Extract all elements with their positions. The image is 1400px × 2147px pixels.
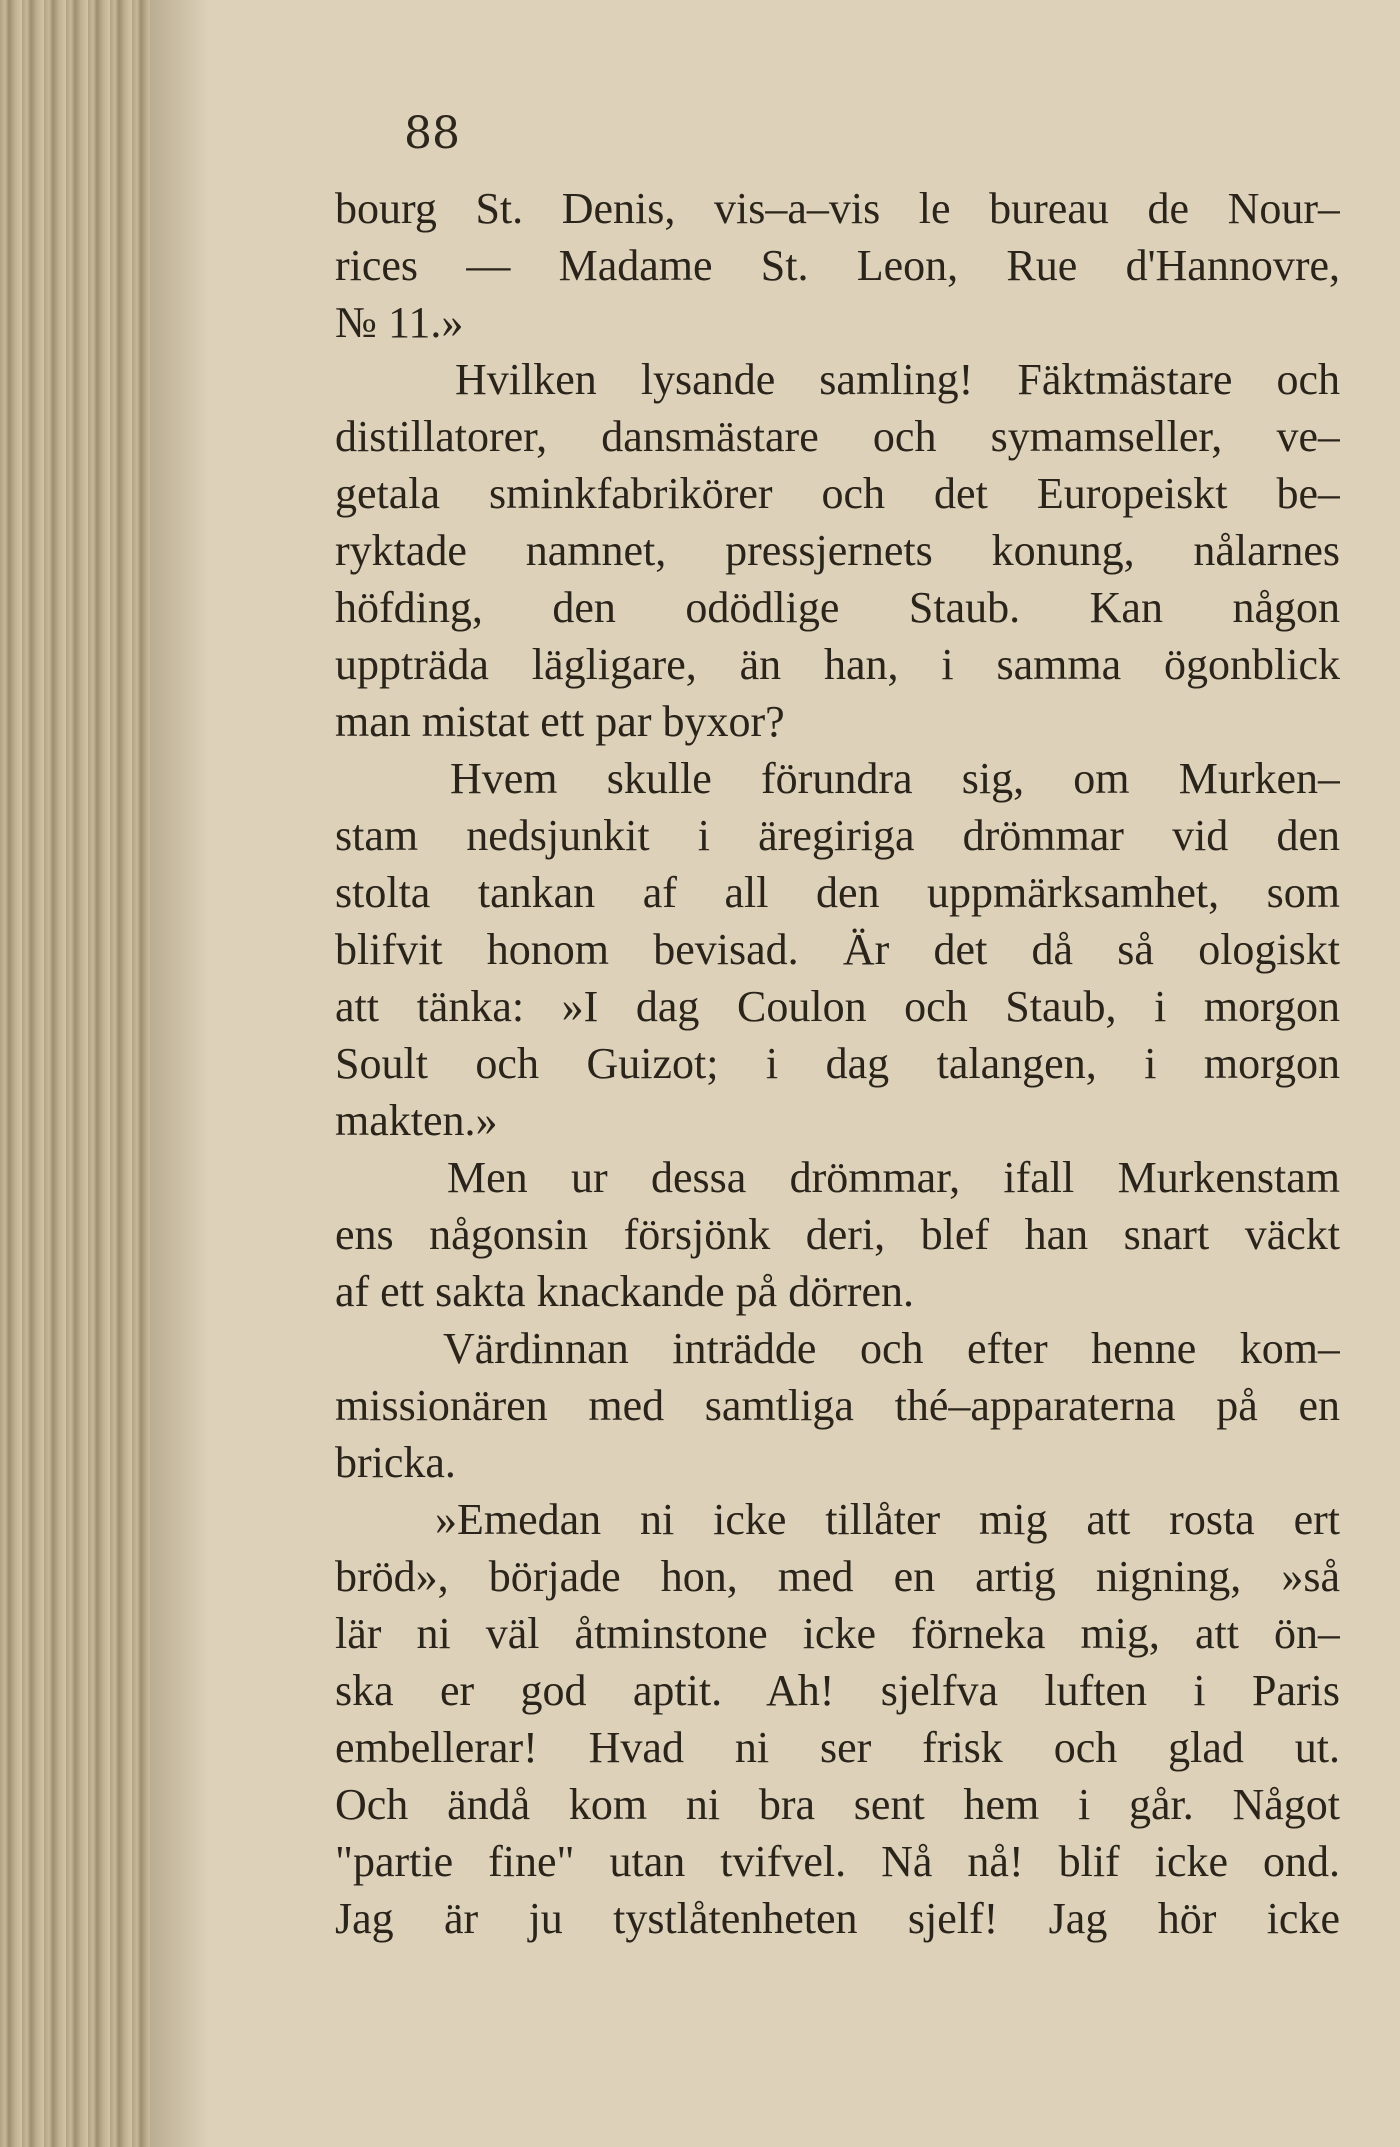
text-line: Hvem skulle förundra sig, om Murken–	[450, 754, 1340, 803]
text-line: »Emedan ni icke tillåter mig att rosta ert	[435, 1495, 1340, 1544]
text-line: bröd», började hon, med en artig nigning, »så	[335, 1552, 1340, 1601]
body-text	[335, 180, 1340, 1960]
text-line: rices — Madame St. Leon, Rue d'Hannovre,	[335, 241, 1340, 290]
text-line: ska er god aptit. Ah! sjelfva luften i Paris	[335, 1666, 1340, 1715]
text-line: Men ur dessa drömmar, ifall Murkenstam	[447, 1153, 1340, 1202]
gutter-shadow	[150, 0, 210, 2147]
text-line: stolta tankan af all den uppmärksamhet, som	[335, 868, 1340, 917]
text-line: ryktade namnet, pressjernets konung, nålarnes	[335, 526, 1340, 575]
text-line: bricka.	[335, 1438, 456, 1487]
text-line: embellerar! Hvad ni ser frisk och glad ut.	[335, 1723, 1340, 1772]
text-line: att tänka: »I dag Coulon och Staub, i morgon	[335, 982, 1340, 1031]
text-line: "partie fine" utan tvifvel. Nå nå! blif icke ond.	[335, 1837, 1340, 1886]
text-line: Och ändå kom ni bra sent hem i går. Något	[335, 1780, 1340, 1829]
text-line: man mistat ett par byxor?	[335, 697, 785, 746]
text-line: Hvilken lysande samling! Fäktmästare och	[455, 355, 1340, 404]
text-line: af ett sakta knackande på dörren.	[335, 1267, 915, 1316]
text-line: ens någonsin försjönk deri, blef han snart väckt	[335, 1210, 1340, 1259]
text-line: stam nedsjunkit i äregiriga drömmar vid den	[335, 811, 1340, 860]
text-line: bourg St. Denis, vis–a–vis le bureau de Nour–	[335, 184, 1340, 233]
text-line: missionären med samtliga thé–apparaterna på en	[335, 1381, 1340, 1430]
text-line: lär ni väl åtminstone icke förneka mig, att ön–	[335, 1609, 1340, 1658]
text-line: Soult och Guizot; i dag talangen, i morgon	[335, 1039, 1340, 1088]
book-gutter	[0, 0, 150, 2147]
text-line: distillatorer, dansmästare och symamseller, ve–	[335, 412, 1340, 461]
text-line: höfding, den odödlige Staub. Kan någon	[335, 583, 1340, 632]
text-line: blifvit honom bevisad. Är det då så ologiskt	[335, 925, 1340, 974]
text-line: getala sminkfabrikörer och det Europeiskt be–	[335, 469, 1340, 518]
text-line: makten.»	[335, 1096, 498, 1145]
page-number: 88	[404, 108, 460, 159]
text-line: Värdinnan inträdde och efter henne kom–	[443, 1324, 1340, 1373]
text-line: Jag är ju tystlåtenheten sjelf! Jag hör icke	[335, 1894, 1340, 1943]
text-line: № 11.»	[335, 298, 464, 347]
text-line: uppträda lägligare, än han, i samma ögonblick	[335, 640, 1340, 689]
